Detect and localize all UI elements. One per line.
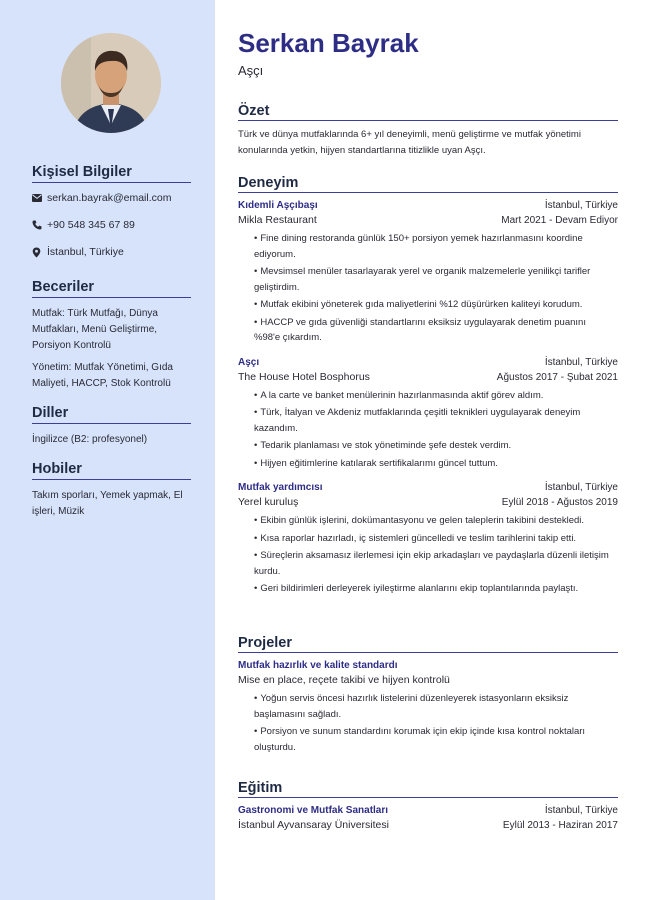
education-dates: Eylül 2013 - Haziran 2017 [502, 820, 618, 831]
map-pin-icon [32, 247, 46, 258]
list-item: • Süreçlerin aksamasız ilerlemesi için ekip arkadaşları ve paydaşlarla düzenli iletişim kurdu. [254, 550, 609, 577]
summary-title: Özet [238, 103, 618, 121]
phone-icon [32, 220, 46, 230]
avatar [61, 33, 161, 133]
job-dates: Mart 2021 - Devam Ediyor [501, 215, 618, 226]
list-item: • Hijyen eğitimlerine katılarak sertifikalarımı güncel tuttum. [254, 457, 498, 469]
skills-title: Beceriler [32, 279, 191, 298]
skill-item: Mutfak: Türk Mutfağı, Dünya Mutfakları, Menü Geliştirme, Porsiyon Kontrolü [32, 308, 158, 351]
list-item: • Geri bildirimleri derleyerek iyileştirme alanlarını ekip toplantılarında paylaştı. [254, 583, 579, 594]
list-item: • Türk, İtalyan ve Akdeniz mutfaklarında çeşitli teknikleri uygulayarak deneyim kazandım. [254, 407, 581, 434]
projects-section [238, 635, 618, 765]
job-title: Aşçı [238, 356, 260, 368]
project-subtitle: Mise en place, reçete takibi ve hijyen kontrolü [238, 674, 450, 686]
job-title: Mutfak yardımcısı [238, 482, 323, 493]
experience-entry [238, 199, 618, 346]
person-name: Serkan Bayrak [238, 28, 419, 58]
education-section [238, 780, 618, 843]
skills-section [32, 279, 191, 398]
personal-info-section [32, 164, 191, 272]
employer: Mikla Restaurant [238, 214, 317, 226]
projects-title: Projeler [238, 635, 618, 653]
hobbies-title: Hobiler [32, 461, 191, 480]
list-item: • Porsiyon ve sunum standardını korumak için ekip içinde kısa kontrol noktaları oluşturdu. [254, 726, 586, 753]
list-item: • HACCP ve gıda güvenliği standartlarını eksiksiz uygulayarak denetim puanını %98'e çıkardım. [254, 316, 586, 343]
experience-title: Deneyim [238, 175, 618, 193]
school-location: İstanbul, Türkiye [544, 805, 618, 816]
language-item: İngilizce (B2: profesyonel) [32, 434, 148, 445]
personal-info-title: Kişisel Bilgiler [32, 164, 191, 183]
email-text: serkan.bayrak@email.com [47, 192, 172, 204]
employer: Yerel kuruluş [238, 496, 299, 508]
contact-email [32, 191, 191, 205]
list-item: • Tedarik planlaması ve stok yönetiminde şefe destek verdim. [254, 440, 512, 451]
project-title: Mutfak hazırlık ve kalite standardı [238, 660, 398, 671]
skill-item: Yönetim: Mutfak Yönetimi, Gıda Maliyeti, HACCP, Stok Kontrolü [32, 362, 173, 389]
school-name: İstanbul Ayvansaray Üniversitesi [238, 819, 389, 831]
project-entry [238, 659, 618, 755]
hobbies-text: Takım sporları, Yemek yapmak, El işleri, Müzik [32, 490, 183, 517]
job-dates: Eylül 2018 - Ağustos 2019 [501, 497, 618, 508]
job-location: İstanbul, Türkiye [544, 482, 618, 493]
education-title: Eğitim [238, 780, 618, 798]
job-dates: Ağustos 2017 - Şubat 2021 [496, 371, 618, 383]
job-title: Kıdemli Aşçıbaşı [238, 200, 318, 211]
job-location: İstanbul, Türkiye [544, 200, 618, 211]
envelope-icon [32, 194, 46, 202]
summary-section [238, 103, 618, 159]
list-item: • A la carte ve banket menülerinin hazırlanmasında aktif görev aldım. [254, 389, 544, 401]
education-entry [238, 804, 618, 833]
list-item: • Yoğun servis öncesi hazırlık listelerini düzenleyerek istasyonların eksiksiz başlamasını sağladı. [254, 693, 569, 720]
location-text: İstanbul, Türkiye [47, 246, 124, 258]
experience-entry [238, 481, 618, 597]
hobbies-section [32, 461, 191, 526]
contact-location [32, 245, 191, 259]
phone-text: +90 548 345 67 89 [47, 219, 135, 231]
employer: The House Hotel Bosphorus [238, 370, 370, 383]
summary-text: Türk ve dünya mutfaklarında 6+ yıl deneyimli, menü geliştirme ve mutfak yönetimi konularında yetkin, hijyen standartlarına titizlikle uyan Aşçı. [238, 129, 581, 156]
list-item: • Mevsimsel menüler tasarlayarak yerel ve organik malzemelerle yenilikçi tarifler geliştirdim. [254, 266, 591, 293]
languages-section [32, 405, 191, 454]
experience-entry [238, 356, 618, 472]
experience-section [238, 175, 618, 607]
list-item: • Fine dining restoranda günlük 150+ porsiyon yemek hazırlanmasını koordine ediyorum. [254, 233, 583, 260]
sidebar [0, 0, 215, 900]
list-item: • Ekibin günlük işlerini, dokümantasyonu ve gelen taleplerin takibini destekledi. [254, 515, 585, 526]
degree-title: Gastronomi ve Mutfak Sanatları [238, 805, 389, 816]
job-location: İstanbul, Türkiye [544, 356, 618, 368]
profile-photo [61, 33, 161, 133]
list-item: • Mutfak ekibini yöneterek gıda maliyetlerini %12 düşürürken kaliteyi korudum. [254, 299, 583, 310]
list-item: • Kısa raporlar hazırladı, iç sistemleri güncelledi ve teslim tarihlerini takip etti. [254, 532, 577, 544]
contact-phone [32, 218, 191, 232]
job-role: Aşçı [238, 63, 264, 78]
languages-title: Diller [32, 405, 191, 424]
